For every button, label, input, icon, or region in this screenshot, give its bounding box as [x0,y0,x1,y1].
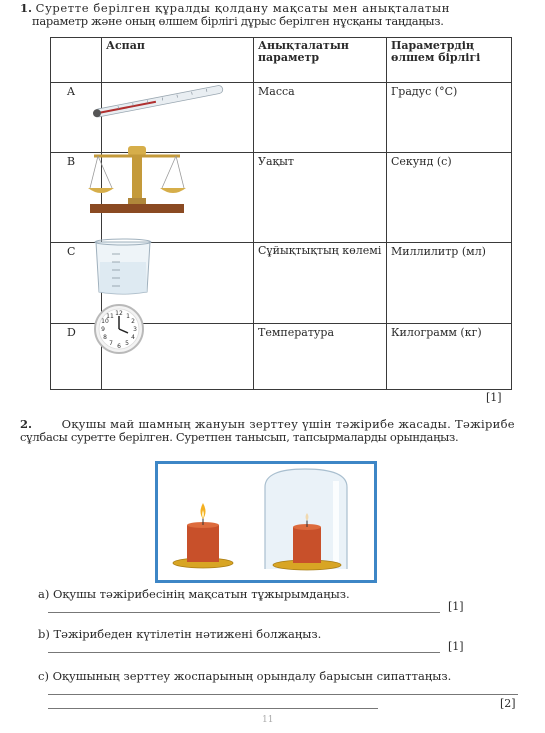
answer-line-c1[interactable] [48,694,518,695]
thermometer-icon [88,84,233,120]
part-a-label: a) [38,587,50,601]
part-c-question: Оқушының зерттеу жоспарының орындалу барысын сипаттаңыз. [52,669,452,683]
part-c-label: c) [38,669,49,683]
part-b-mark: [1] [448,640,464,653]
svg-text:3: 3 [133,326,137,333]
svg-text:7: 7 [109,340,113,347]
answer-line-b[interactable] [48,652,440,653]
header-instrument: Аспап [102,38,254,83]
balance-scale-icon [88,142,186,214]
unit-cell-b: Секунд (с) [387,153,512,243]
svg-text:4: 4 [131,334,135,341]
answer-line-c2[interactable] [48,708,378,709]
part-c-text [38,670,498,683]
svg-text:2: 2 [131,318,135,325]
svg-text:1: 1 [126,313,130,320]
question-1-line2: параметр және оның өлшем бірлігі дұрыс берілген нұсқаны таңдаңыз. [32,14,444,28]
part-a-text [38,588,478,601]
svg-text:10: 10 [101,318,109,325]
svg-text:9: 9 [101,326,105,333]
table-header-row [51,38,512,83]
beaker-icon [90,238,156,296]
row-label-c: C [51,243,102,324]
header-unit: Параметрдің өлшем бірлігі [387,38,512,83]
page-number: 11 [262,715,274,725]
row-label-b: B [51,153,102,243]
row-label-d: D [51,324,102,390]
part-b-label: b) [38,627,50,641]
question-2-text [20,418,525,444]
svg-text:8: 8 [103,334,107,341]
question-1-text [20,2,520,28]
part-a-question: Оқушы тәжірибесінің мақсатын тұжырымдаңыз. [53,587,350,601]
part-c-mark: [2] [500,697,516,710]
candle-experiment-illustration [155,461,377,583]
part-b-question: Тәжірибеден күтілетін нәтижені болжаңыз. [53,627,322,641]
question-2-line1: Оқушы май шамның жануын зерттеу үшін тәжірибе жасады. Тәжірибе [61,417,515,431]
question-1-number: 1. [20,1,33,15]
covered-candle [265,469,347,570]
question-2-line2: сұлбасы суретте берілген. Суретпен танысып, тапсырмаларды орындаңыз. [20,430,459,444]
parameter-cell-b: Уақыт [254,153,387,243]
question-2-number: 2. [20,417,33,431]
row-label-a: A [51,83,102,153]
svg-text:6: 6 [117,343,121,350]
part-a-mark: [1] [448,600,464,613]
parameter-cell-c: Сұйықтықтың көлемі [254,243,387,324]
parameter-cell-d: Температура [254,324,387,390]
unit-cell-d: Килограмм (кг) [387,324,512,390]
svg-text:5: 5 [125,340,129,347]
svg-text:11: 11 [106,313,114,320]
unit-cell-c: Миллилитр (мл) [387,243,512,324]
question-1-line1: Суретте берілген құралды қолдану мақсаты мен анықталатын [35,1,451,15]
clock-icon [90,303,148,355]
svg-text:12: 12 [115,310,123,317]
unit-cell-a: Градус (°C) [387,83,512,153]
part-b-text [38,628,478,641]
parameter-cell-a: Масса [254,83,387,153]
header-parameter: Анықталатын параметр [254,38,387,83]
answer-line-a[interactable] [48,612,440,613]
question-1-mark: [1] [486,391,502,404]
